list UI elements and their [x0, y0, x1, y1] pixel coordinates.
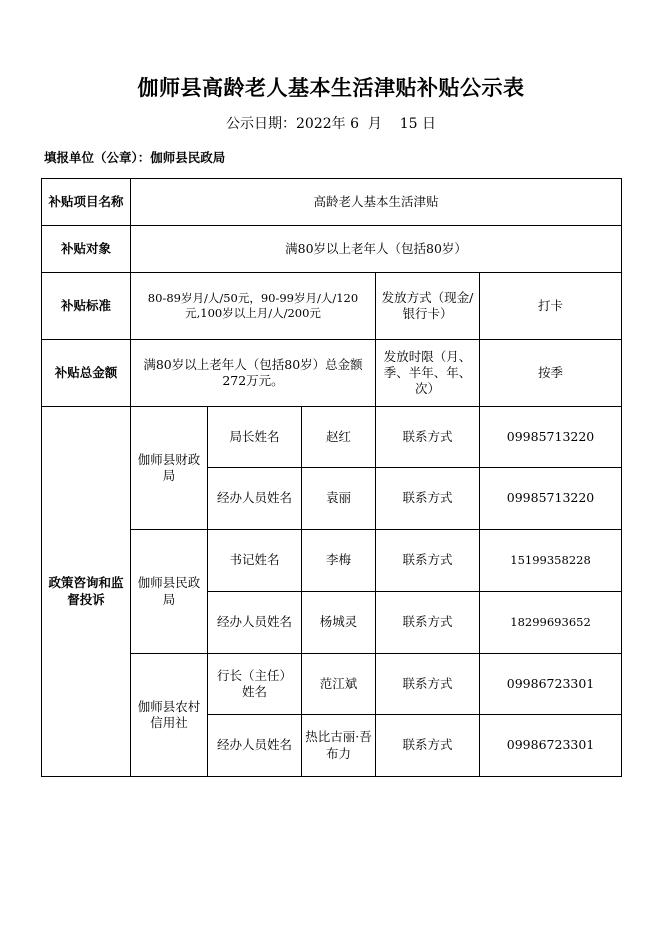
phone-number: 18299693652 [480, 592, 622, 654]
contact-label: 联系方式 [376, 530, 480, 592]
role-label: 经办人员姓名 [208, 592, 302, 654]
contact-label: 联系方式 [376, 592, 480, 654]
contact-label: 联系方式 [376, 407, 480, 468]
standard-value: 80-89岁月/人/50元，90-99岁月/人/120元,100岁以上月/人/200元 [131, 273, 376, 340]
contact-label: 联系方式 [376, 468, 480, 530]
item-name-value: 高龄老人基本生活津贴 [131, 179, 622, 226]
table-row [42, 226, 622, 273]
contact-label: 联系方式 [376, 715, 480, 777]
phone-number: 09985713220 [480, 468, 622, 530]
filing-unit: 填报单位（公章）：伽师县民政局 [44, 150, 226, 165]
department-name: 伽师县民政局 [131, 530, 208, 654]
table-row [42, 340, 622, 407]
payment-method-label: 发放方式（现金/银行卡） [376, 273, 480, 340]
period-label: 发放时限（月、季、半年、年、次） [376, 340, 480, 407]
person-name: 袁丽 [302, 468, 376, 530]
subsidy-table [41, 178, 622, 777]
person-name: 热比古丽·吾布力 [302, 715, 376, 777]
role-label: 经办人员姓名 [208, 715, 302, 777]
department-name: 伽师县财政局 [131, 407, 208, 530]
contact-label: 联系方式 [376, 654, 480, 715]
payment-method-value: 打卡 [480, 273, 622, 340]
target-label: 补贴对象 [42, 226, 131, 273]
total-value: 满80岁以上老年人（包括80岁）总金额272万元。 [131, 340, 376, 407]
role-label: 书记姓名 [208, 530, 302, 592]
department-name: 伽师县农村信用社 [131, 654, 208, 777]
phone-number: 09986723301 [480, 715, 622, 777]
page-title: 伽师县高龄老人基本生活津贴补贴公示表 [137, 76, 525, 100]
item-name-label: 补贴项目名称 [42, 179, 131, 226]
person-name: 杨城灵 [302, 592, 376, 654]
person-name: 李梅 [302, 530, 376, 592]
table-row [42, 179, 622, 226]
phone-number: 09986723301 [480, 654, 622, 715]
target-value: 满80岁以上老年人（包括80岁） [131, 226, 622, 273]
role-label: 行长（主任）姓名 [208, 654, 302, 715]
publish-date: 公示日期：2022年 6 月 15 日 [226, 116, 436, 132]
total-label: 补贴总金额 [42, 340, 131, 407]
table-row [42, 273, 622, 340]
role-label: 局长姓名 [208, 407, 302, 468]
consult-label: 政策咨询和监督投诉 [42, 407, 131, 777]
person-name: 赵红 [302, 407, 376, 468]
period-value: 按季 [480, 340, 622, 407]
table-row [42, 407, 622, 468]
phone-number: 15199358228 [480, 530, 622, 592]
role-label: 经办人员姓名 [208, 468, 302, 530]
standard-label: 补贴标准 [42, 273, 131, 340]
person-name: 范江斌 [302, 654, 376, 715]
phone-number: 09985713220 [480, 407, 622, 468]
